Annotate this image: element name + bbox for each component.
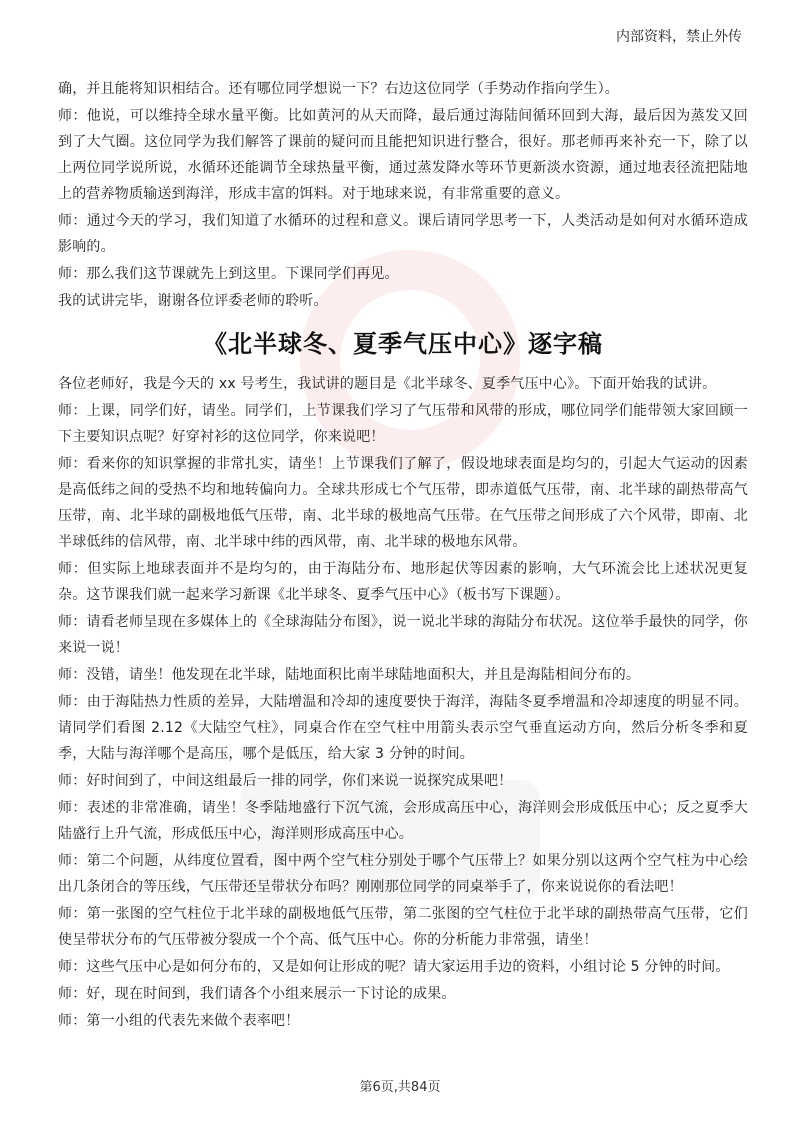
paragraph: 师：请看老师呈现在多媒体上的《全球海陆分布图》，说一说北半球的海陆分布状况。这位举手最快的同学，你来说一说！	[58, 614, 748, 656]
page-number: 第6页,共84页	[359, 1080, 441, 1095]
paragraph: 师：上课，同学们好，请坐。同学们，上节课我们学习了气压带和风带的形成，哪位同学们能带领大家回顾一下主要知识点呢？好穿衬衫的这位同学，你来说吧！	[58, 403, 748, 445]
paragraph: 师：表述的非常准确，请坐！冬季陆地盛行下沉气流，会形成高压中心，海洋则会形成低压中心；反之夏季大陆盛行上升气流，形成低压中心，海洋则形成高压中心。	[58, 800, 748, 842]
section-title: 《北半球冬、夏季气压中心》逐字稿	[203, 330, 603, 358]
paragraph: 师：第一小组的代表先来做个表率吧！	[58, 1013, 300, 1029]
paragraph: 师：那么我们这节课就先上到这里。下课同学们再见。	[58, 266, 399, 282]
paragraph: 师：第二个问题，从纬度位置看，图中两个空气柱分别处于哪个气压带上？如果分别以这两个空气柱为中心绘出几条闭合的等压线，气压带还呈带状分布吗？刚刚那位同学的同桌举手了，你来说说你的看法吧！	[58, 853, 748, 895]
paragraph: 师：好，现在时间到，我们请各个小组来展示一下讨论的成果。	[58, 986, 456, 1002]
paragraph: 师：没错，请坐！他发现在北半球，陆地面积比南半球陆地面积大，并且是海陆相间分布的。	[58, 667, 641, 683]
paragraph: 我的试讲完毕，谢谢各位评委老师的聆听。	[58, 293, 328, 309]
paragraph: 师：由于海陆热力性质的差异，大陆增温和冷却的速度要快于海洋，海陆冬夏季增温和冷却速度的明显不同。请同学们看图 2.12《大陆空气柱》，同桌合作在空气柱中用箭头表示空气垂直运动方向，然后分析冬季和夏季，大陆与海洋哪个是高压，哪个是低压，给大家 3 分钟的时间。	[58, 694, 748, 762]
paragraph: 师：第一张图的空气柱位于北半球的副极地低气压带，第二张图的空气柱位于北半球的副热带高气压带，它们使呈带状分布的气压带被分裂成一个个高、低气压中心。你的分析能力非常强，请坐！	[58, 906, 748, 948]
paragraph: 师：他说，可以维持全球水量平衡。比如黄河的从天而降，最后通过海陆间循环回到大海，最后因为蒸发又回到了大气圈。这位同学为我们解答了课前的疑问而且能把知识进行整合，很好。那老师再来补充一下，除了以上两位同学说所说，水循环还能调节全球热量平衡，通过蒸发降水等环节更新淡水资源，通过地表径流把陆地上的营养物质输送到海洋，形成丰富的饵料。对于地球来说，有非常重要的意义。	[58, 108, 748, 202]
paragraph: 确，并且能将知识相结合。还有哪位同学想说一下？右边这位同学（手势动作指向学生）。	[58, 81, 619, 97]
document-body	[58, 76, 748, 1035]
paragraph: 师：但实际上地球表面并不是均匀的，由于海陆分布、地形起伏等因素的影响，大气环流会比上述状况更复杂。这节课我们就一起来学习新课《北半球冬、夏季气压中心》（板书写下课题）。	[58, 561, 748, 603]
confidential-note: 内部资料，禁止外传	[616, 29, 742, 45]
paragraph: 师：好时间到了，中间这组最后一排的同学，你们来说一说探究成果吧！	[58, 773, 513, 789]
paragraph: 师：看来你的知识掌握的非常扎实，请坐！上节课我们了解了，假设地球表面是均匀的，引起大气运动的因素是高低纬之间的受热不均和地转偏向力。全球共形成七个气压带，即赤道低气压带，南、北半球的副热带高气压带，南、北半球的副极地低气压带，南、北半球的极地高气压带。在气压带之间形成了六个风带，即南、北半球低纬的信风带，南、北半球中纬的西风带，南、北半球的极地东风带。	[58, 456, 748, 550]
paragraph: 师：通过今天的学习，我们知道了水循环的过程和意义。课后请同学思考一下，人类活动是如何对水循环造成影响的。	[58, 213, 748, 255]
paragraph: 师：这些气压中心是如何分布的，又是如何让形成的呢？请大家运用手边的资料，小组讨论 5 分钟的时间。	[58, 959, 730, 975]
paragraph: 各位老师好，我是今天的 xx 号考生，我试讲的题目是《北半球冬、夏季气压中心》。下面开始我的试讲。	[58, 376, 717, 392]
